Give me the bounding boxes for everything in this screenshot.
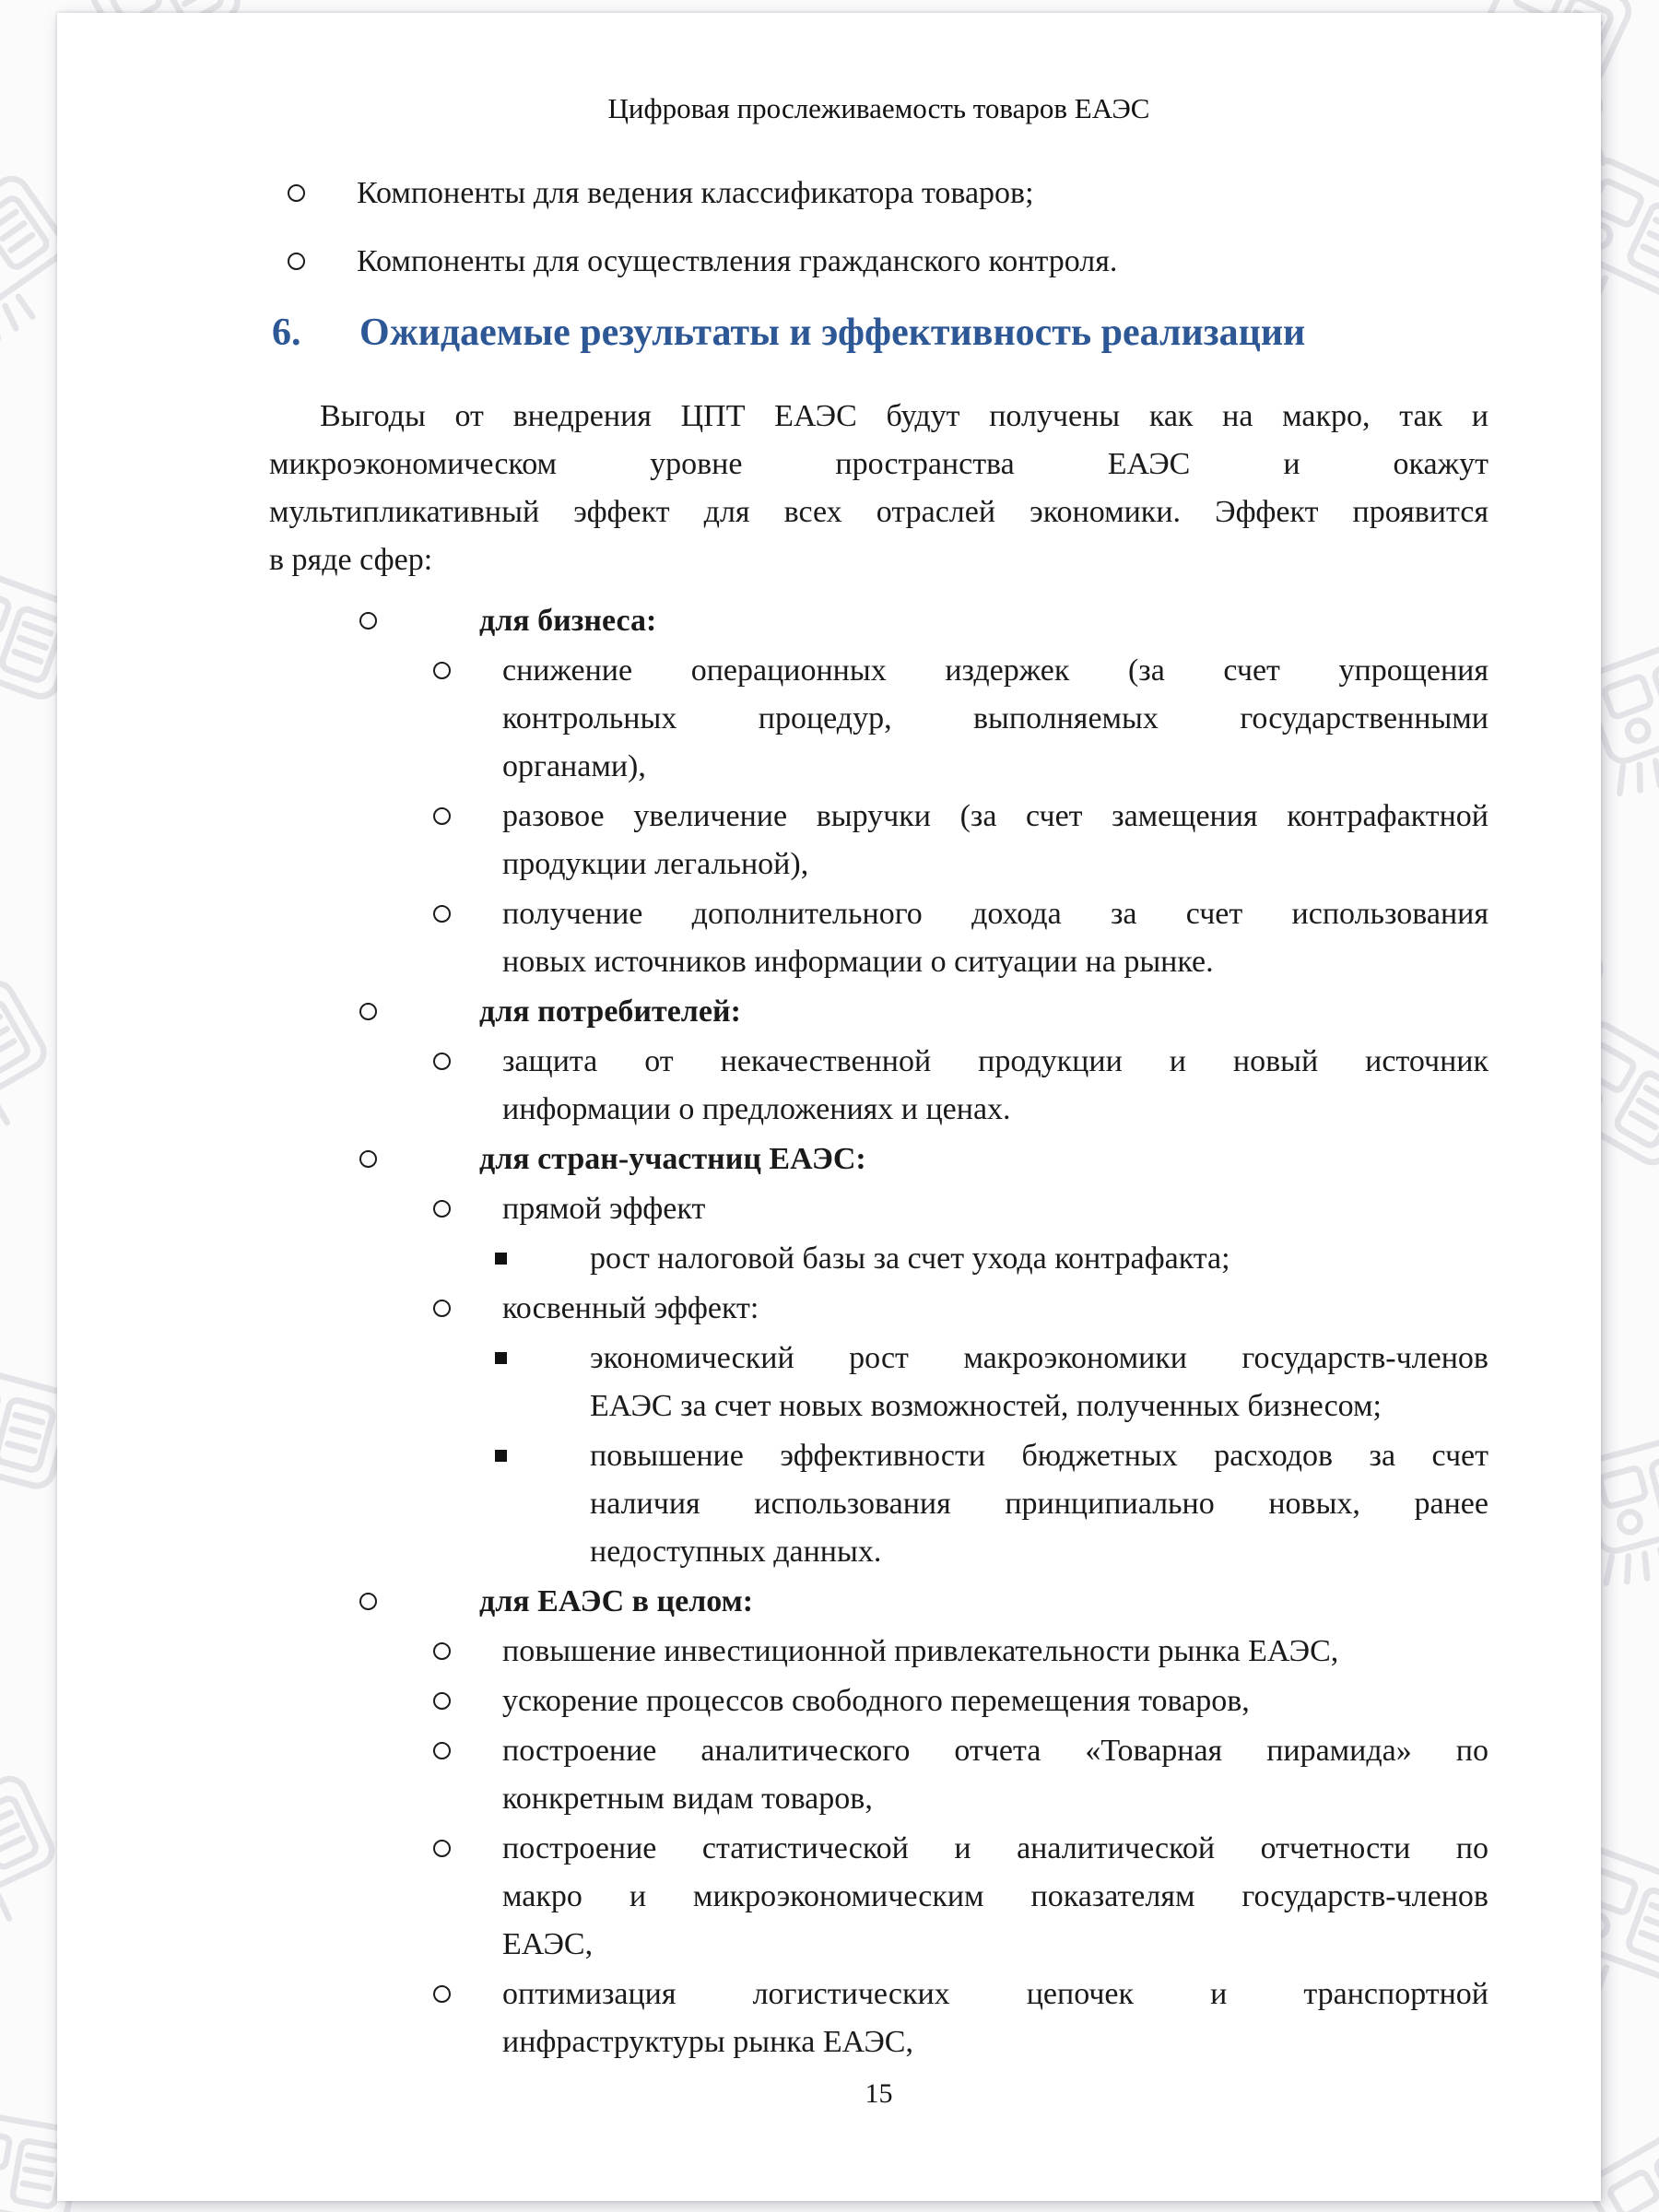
list-item bbox=[502, 647, 1488, 791]
list-item-text: защита от некачественной продукции и новый источник bbox=[502, 1044, 1488, 1078]
intro-paragraph bbox=[269, 393, 1488, 584]
list-item-text: прямой эффект bbox=[502, 1192, 706, 1226]
circle-bullet-icon bbox=[433, 905, 451, 923]
list-item-text: информации о предложениях и ценах. bbox=[502, 1092, 1011, 1126]
list-item bbox=[590, 1235, 1488, 1283]
list-item bbox=[502, 1677, 1488, 1725]
circle-bullet-icon bbox=[288, 184, 305, 202]
list-item bbox=[502, 1285, 1488, 1333]
paragraph-line: в ряде сфер: bbox=[269, 543, 433, 577]
paragraph-line: Выгоды от внедрения ЦПТ ЕАЭС будут получены как на макро, так и bbox=[320, 399, 1488, 433]
list-item bbox=[502, 1628, 1488, 1676]
list-item-text: снижение операционных издержек (за счет упрощения bbox=[502, 653, 1488, 688]
list-item-text: рост налоговой базы за счет ухода контрафакта; bbox=[590, 1241, 1230, 1276]
circle-bullet-icon bbox=[359, 612, 377, 629]
list-item-text: разовое увеличение выручки (за счет замещения контрафактной bbox=[502, 799, 1488, 833]
circle-bullet-icon bbox=[288, 253, 305, 270]
running-header: Цифровая прослеживаемость товаров ЕАЭС bbox=[607, 92, 1150, 124]
circle-bullet-icon bbox=[433, 1300, 451, 1317]
list-item-text: повышение инвестиционной привлекательности рынка ЕАЭС, bbox=[502, 1634, 1339, 1668]
list-item-text: ускорение процессов свободного перемещения товаров, bbox=[502, 1684, 1250, 1718]
square-bullet-icon bbox=[495, 1450, 507, 1462]
document-page bbox=[57, 13, 1601, 2201]
section-heading bbox=[272, 310, 1488, 356]
list-item bbox=[357, 170, 1488, 218]
list-item bbox=[479, 1135, 1488, 1183]
list-item-text: новых источников информации о ситуации на рынке. bbox=[502, 945, 1214, 979]
list-item-text: для потребителей: bbox=[479, 994, 741, 1029]
list-item bbox=[502, 1971, 1488, 2066]
section-number: 6. bbox=[272, 312, 301, 354]
list-item-text: инфраструктуры рынка ЕАЭС, bbox=[502, 2025, 913, 2059]
list-item-text: недоступных данных. bbox=[590, 1535, 882, 1569]
list-item bbox=[479, 1578, 1488, 1626]
circle-bullet-icon bbox=[433, 1200, 451, 1218]
page-content bbox=[57, 13, 1601, 2201]
list-item bbox=[479, 988, 1488, 1036]
list-item-text: косвенный эффект: bbox=[502, 1291, 759, 1325]
list-item-text: повышение эффективности бюджетных расходов за счет bbox=[590, 1439, 1488, 1473]
list-item-text: Компоненты для ведения классификатора товаров; bbox=[357, 176, 1034, 210]
circle-bullet-icon bbox=[433, 1742, 451, 1759]
list-item bbox=[357, 238, 1488, 286]
section-title: Ожидаемые результаты и эффективность реализации bbox=[359, 312, 1306, 354]
outline-list bbox=[57, 597, 1488, 2066]
list-item bbox=[590, 1335, 1488, 1430]
circle-bullet-icon bbox=[433, 1985, 451, 2003]
paragraph-line: микроэкономическом уровне пространства ЕАЭС и окажут bbox=[269, 447, 1488, 481]
intro-bullet-list bbox=[57, 170, 1488, 286]
list-item bbox=[590, 1432, 1488, 1576]
list-item bbox=[502, 890, 1488, 986]
list-item-text: конкретным видам товаров, bbox=[502, 1782, 873, 1816]
circle-bullet-icon bbox=[359, 1593, 377, 1610]
list-item-text: продукции легальной), bbox=[502, 847, 809, 881]
list-item bbox=[479, 597, 1488, 645]
list-item-text: оптимизация логистических цепочек и транспортной bbox=[502, 1977, 1488, 2011]
list-item bbox=[502, 1727, 1488, 1823]
circle-bullet-icon bbox=[433, 1642, 451, 1660]
list-item-text: построение статистической и аналитической отчетности по bbox=[502, 1831, 1488, 1865]
list-item-text: макро и микроэкономическим показателям государств-членов bbox=[502, 1879, 1488, 1913]
square-bullet-icon bbox=[495, 1253, 507, 1265]
circle-bullet-icon bbox=[433, 1053, 451, 1070]
list-item bbox=[502, 1038, 1488, 1134]
list-item-text: для бизнеса: bbox=[479, 604, 657, 638]
list-item-text: получение дополнительного дохода за счет использования bbox=[502, 897, 1488, 931]
list-item-text: для стран-участниц ЕАЭС: bbox=[479, 1142, 866, 1176]
circle-bullet-icon bbox=[433, 662, 451, 679]
list-item-text: наличия использования принципиально новых, ранее bbox=[590, 1487, 1488, 1521]
list-item bbox=[502, 1185, 1488, 1233]
circle-bullet-icon bbox=[359, 1150, 377, 1168]
list-item-text: ЕАЭС за счет новых возможностей, полученных бизнесом; bbox=[590, 1389, 1382, 1423]
list-item-text: для ЕАЭС в целом: bbox=[479, 1584, 754, 1618]
list-item-text: Компоненты для осуществления гражданского контроля. bbox=[357, 244, 1118, 278]
list-item bbox=[502, 793, 1488, 888]
page-number: 15 bbox=[865, 2078, 893, 2109]
circle-bullet-icon bbox=[433, 1840, 451, 1857]
circle-bullet-icon bbox=[433, 1692, 451, 1710]
circle-bullet-icon bbox=[359, 1003, 377, 1020]
list-item-text: построение аналитического отчета «Товарная пирамида» по bbox=[502, 1734, 1488, 1768]
list-item-text: органами), bbox=[502, 749, 646, 783]
list-item bbox=[502, 1825, 1488, 1969]
list-item-text: экономический рост макроэкономики государств-членов bbox=[590, 1341, 1488, 1375]
circle-bullet-icon bbox=[433, 807, 451, 825]
paragraph-line: мультипликативный эффект для всех отраслей экономики. Эффект проявится bbox=[269, 495, 1488, 529]
square-bullet-icon bbox=[495, 1352, 507, 1364]
list-item-text: контрольных процедур, выполняемых государственными bbox=[502, 701, 1488, 735]
list-item-text: ЕАЭС, bbox=[502, 1927, 594, 1961]
